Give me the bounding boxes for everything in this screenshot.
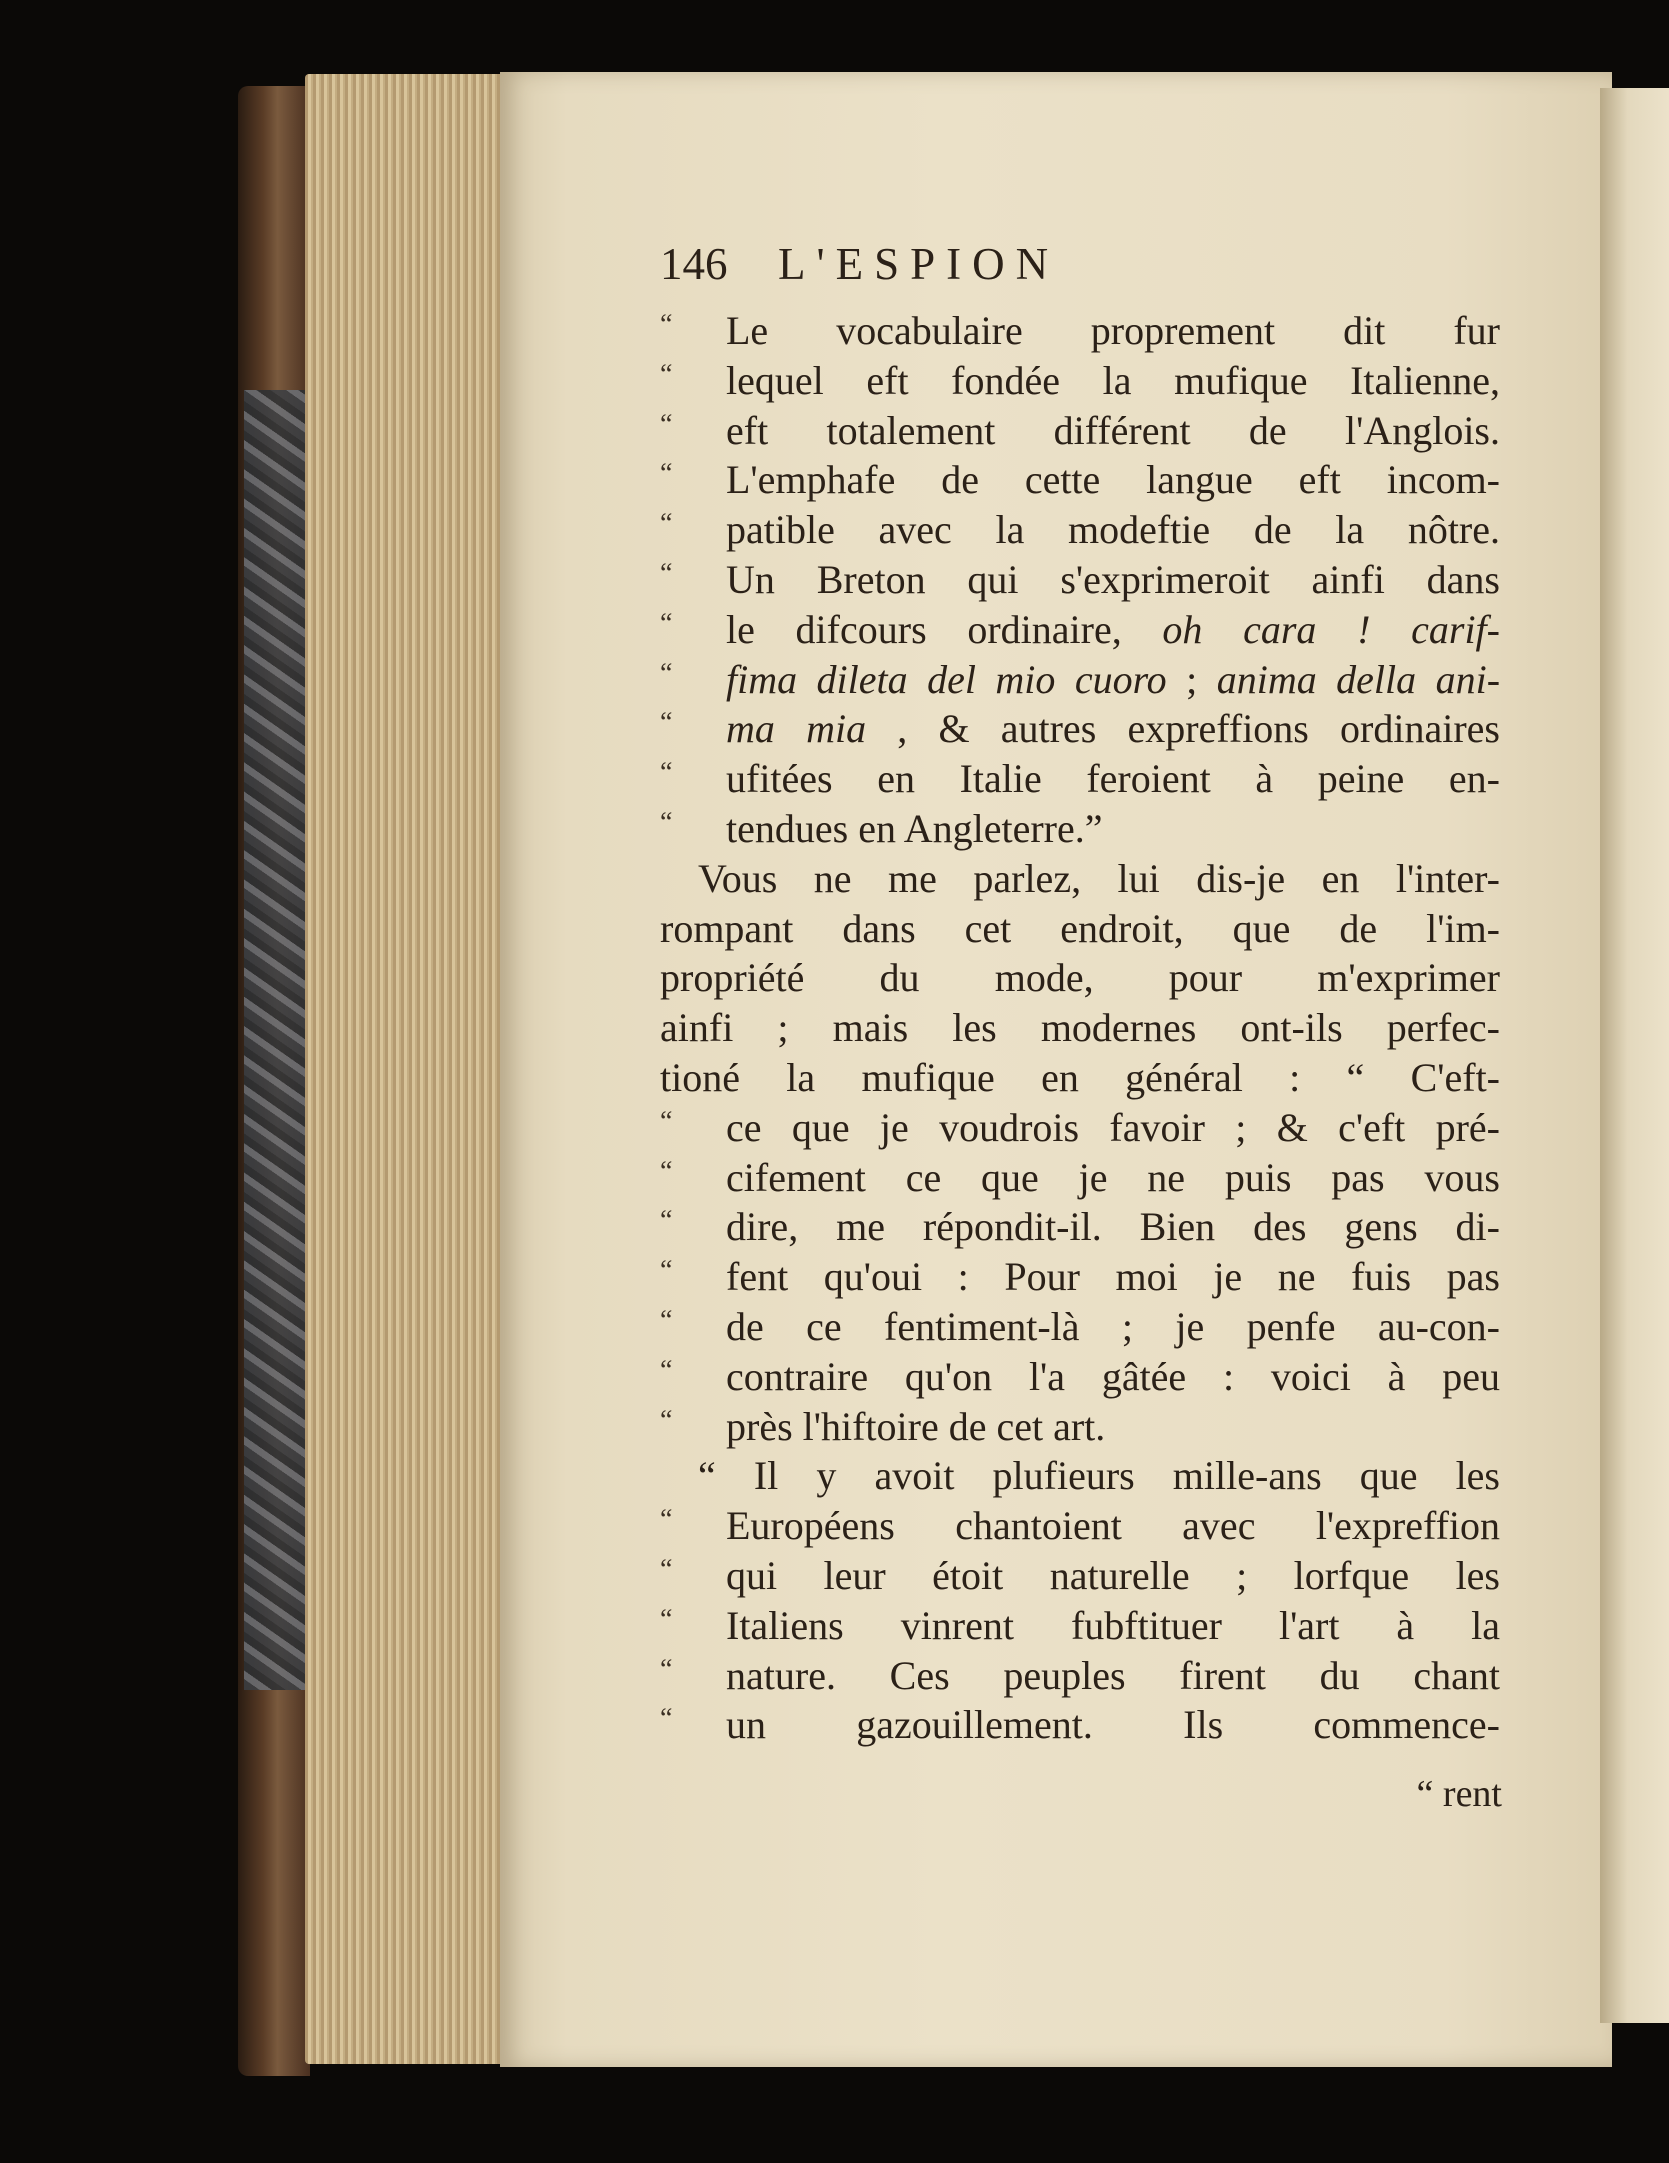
quotation-mark: “ [660, 1653, 673, 1685]
text-line [660, 1601, 1500, 1651]
text-line [660, 356, 1500, 406]
line-text [726, 455, 1500, 505]
text-line [660, 655, 1500, 705]
quotation-mark: “ [660, 1255, 673, 1287]
quotation-mark: “ [660, 757, 673, 789]
roman-text: Européens chantoient avec l'expreffion [726, 1503, 1500, 1549]
italic-text: ma mia [726, 706, 867, 752]
roman-text: dire, me répondit-il. Bien des gens di- [726, 1204, 1500, 1250]
line-text [726, 1501, 1500, 1551]
roman-text: eft totalement différent de l'Anglois. [726, 407, 1500, 453]
roman-text: tendues en Angleterre.” [726, 805, 1103, 851]
roman-text: Le vocabulaire proprement dit fur [726, 308, 1500, 353]
text-line [660, 306, 1500, 356]
roman-text: cifement ce que je ne puis pas vous [726, 1154, 1500, 1200]
text-line [660, 605, 1500, 655]
quotation-mark: “ [660, 1404, 673, 1436]
text-line [660, 505, 1500, 555]
text-line [660, 1252, 1500, 1302]
quotation-mark: “ [660, 1354, 673, 1386]
quotation-mark: “ [660, 557, 673, 589]
roman-text: rompant dans cet endroit, que de l'im- [660, 905, 1500, 951]
quotation-mark: “ [660, 1603, 673, 1635]
text-line [660, 406, 1500, 456]
line-text [726, 1252, 1500, 1302]
quotation-mark: “ [660, 1205, 673, 1237]
roman-text: Vous ne me parlez, lui dis-je en l'inter- [698, 855, 1500, 901]
page-edges [305, 74, 505, 2064]
italic-text: oh cara ! carif- [1162, 606, 1500, 652]
quotation-mark: “ [660, 458, 673, 490]
quotation-mark: “ [660, 607, 673, 639]
roman-text: de ce fentiment-là ; je penfe au-con- [726, 1303, 1500, 1349]
text-line [660, 1402, 1500, 1452]
roman-text: ; [1186, 656, 1198, 702]
text-line [660, 754, 1500, 804]
line-text [660, 904, 1500, 954]
quotation-mark: “ [660, 1105, 673, 1137]
quotation-mark: “ [660, 657, 673, 689]
roman-text: qui leur étoit naturelle ; lorfque les [726, 1552, 1500, 1598]
roman-text: contraire qu'on l'a gâtée : voici à peu [726, 1353, 1500, 1399]
roman-text: fent qu'oui : Pour moi je ne fuis pas [726, 1254, 1500, 1300]
roman-text: patible avec la modeftie de la nôtre. [726, 507, 1500, 553]
text-line [660, 1003, 1500, 1053]
line-text [726, 1601, 1500, 1651]
text-line [660, 1153, 1500, 1203]
line-text [726, 754, 1500, 804]
text-line [660, 1202, 1500, 1252]
line-text [726, 1202, 1500, 1252]
line-text [660, 953, 1500, 1003]
roman-text: ainfi ; mais les modernes ont-ils perfec- [660, 1005, 1500, 1051]
line-text [726, 356, 1500, 406]
text-line [660, 953, 1500, 1003]
roman-text: “ Il y avoit plufieurs mille-ans que les [698, 1453, 1500, 1499]
roman-text: un gazouillement. Ils commence- [726, 1702, 1500, 1748]
line-text [726, 1551, 1500, 1601]
line-text [726, 555, 1500, 605]
text-line [660, 704, 1500, 754]
text-line [660, 904, 1500, 954]
line-text [726, 1651, 1500, 1701]
line-text [660, 1053, 1500, 1103]
roman-text: L'emphafe de cette langue eft incom- [726, 457, 1500, 503]
roman-text: nature. Ces peuples firent du chant [726, 1652, 1500, 1698]
roman-text: tioné la mufique en général : “ C'eft- [660, 1054, 1500, 1100]
line-text [726, 505, 1500, 555]
line-text [660, 1003, 1500, 1053]
quotation-mark: “ [660, 1553, 673, 1585]
text-line [660, 1651, 1500, 1701]
quotation-mark: “ [660, 408, 673, 440]
line-text [726, 1103, 1500, 1153]
text-line [660, 1501, 1500, 1551]
quotation-mark: “ [660, 707, 673, 739]
line-text [726, 605, 1500, 655]
line-text [726, 1153, 1500, 1203]
line-text [726, 1302, 1500, 1352]
quotation-mark: “ [660, 358, 673, 390]
text-line [660, 555, 1500, 605]
line-text [726, 804, 1500, 854]
text-line [660, 455, 1500, 505]
roman-text: près l'hiftoire de cet art. [726, 1403, 1106, 1449]
text-line [660, 1352, 1500, 1402]
quotation-mark: “ [660, 806, 673, 838]
quotation-mark: “ [660, 309, 673, 340]
text-line [660, 804, 1500, 854]
italic-text: fima dileta del mio cuoro [726, 656, 1167, 702]
text-line [660, 1700, 1500, 1750]
text-line [660, 1053, 1500, 1103]
marbled-cover-edge [244, 390, 306, 1690]
line-text [698, 854, 1500, 904]
line-text [726, 1402, 1500, 1452]
line-text [726, 1352, 1500, 1402]
roman-text: lequel eft fondée la mufique Italienne, [726, 357, 1500, 403]
line-text [698, 1451, 1500, 1501]
quotation-mark: “ [660, 1703, 673, 1735]
roman-text: ufitées en Italie feroient à peine en- [726, 756, 1500, 802]
text-line [660, 1451, 1500, 1501]
page-header [660, 238, 1500, 298]
text-line [660, 1103, 1500, 1153]
page-number: 146 [660, 239, 728, 289]
roman-text: Italiens vinrent fubftituer l'art à la [726, 1602, 1500, 1648]
quotation-mark: “ [660, 1504, 673, 1536]
text-line [660, 1551, 1500, 1601]
roman-text: Un Breton qui s'exprimeroit ainfi dans [726, 556, 1500, 602]
quotation-mark: “ [660, 1304, 673, 1336]
line-text [726, 306, 1500, 356]
roman-text: ce que je voudrois favoir ; & c'eft pré- [726, 1104, 1500, 1150]
line-text [726, 1700, 1500, 1750]
body-text [660, 306, 1500, 1750]
text-line [660, 1302, 1500, 1352]
facing-page-edge [1600, 88, 1669, 2023]
roman-text: propriété du mode, pour m'exprimer [660, 955, 1500, 1001]
catchword: “ rent [1416, 1773, 1502, 1815]
line-text [726, 406, 1500, 456]
text-line [660, 854, 1500, 904]
roman-text: , & autres expreffions ordinaires [897, 706, 1500, 752]
italic-text: anima della ani- [1216, 656, 1500, 702]
line-text [726, 655, 1500, 705]
quotation-mark: “ [660, 508, 673, 540]
quotation-mark: “ [660, 1155, 673, 1187]
line-text [726, 704, 1500, 754]
roman-text: le difcours ordinaire, [726, 606, 1122, 652]
running-head: L'ESPION [778, 239, 1060, 289]
